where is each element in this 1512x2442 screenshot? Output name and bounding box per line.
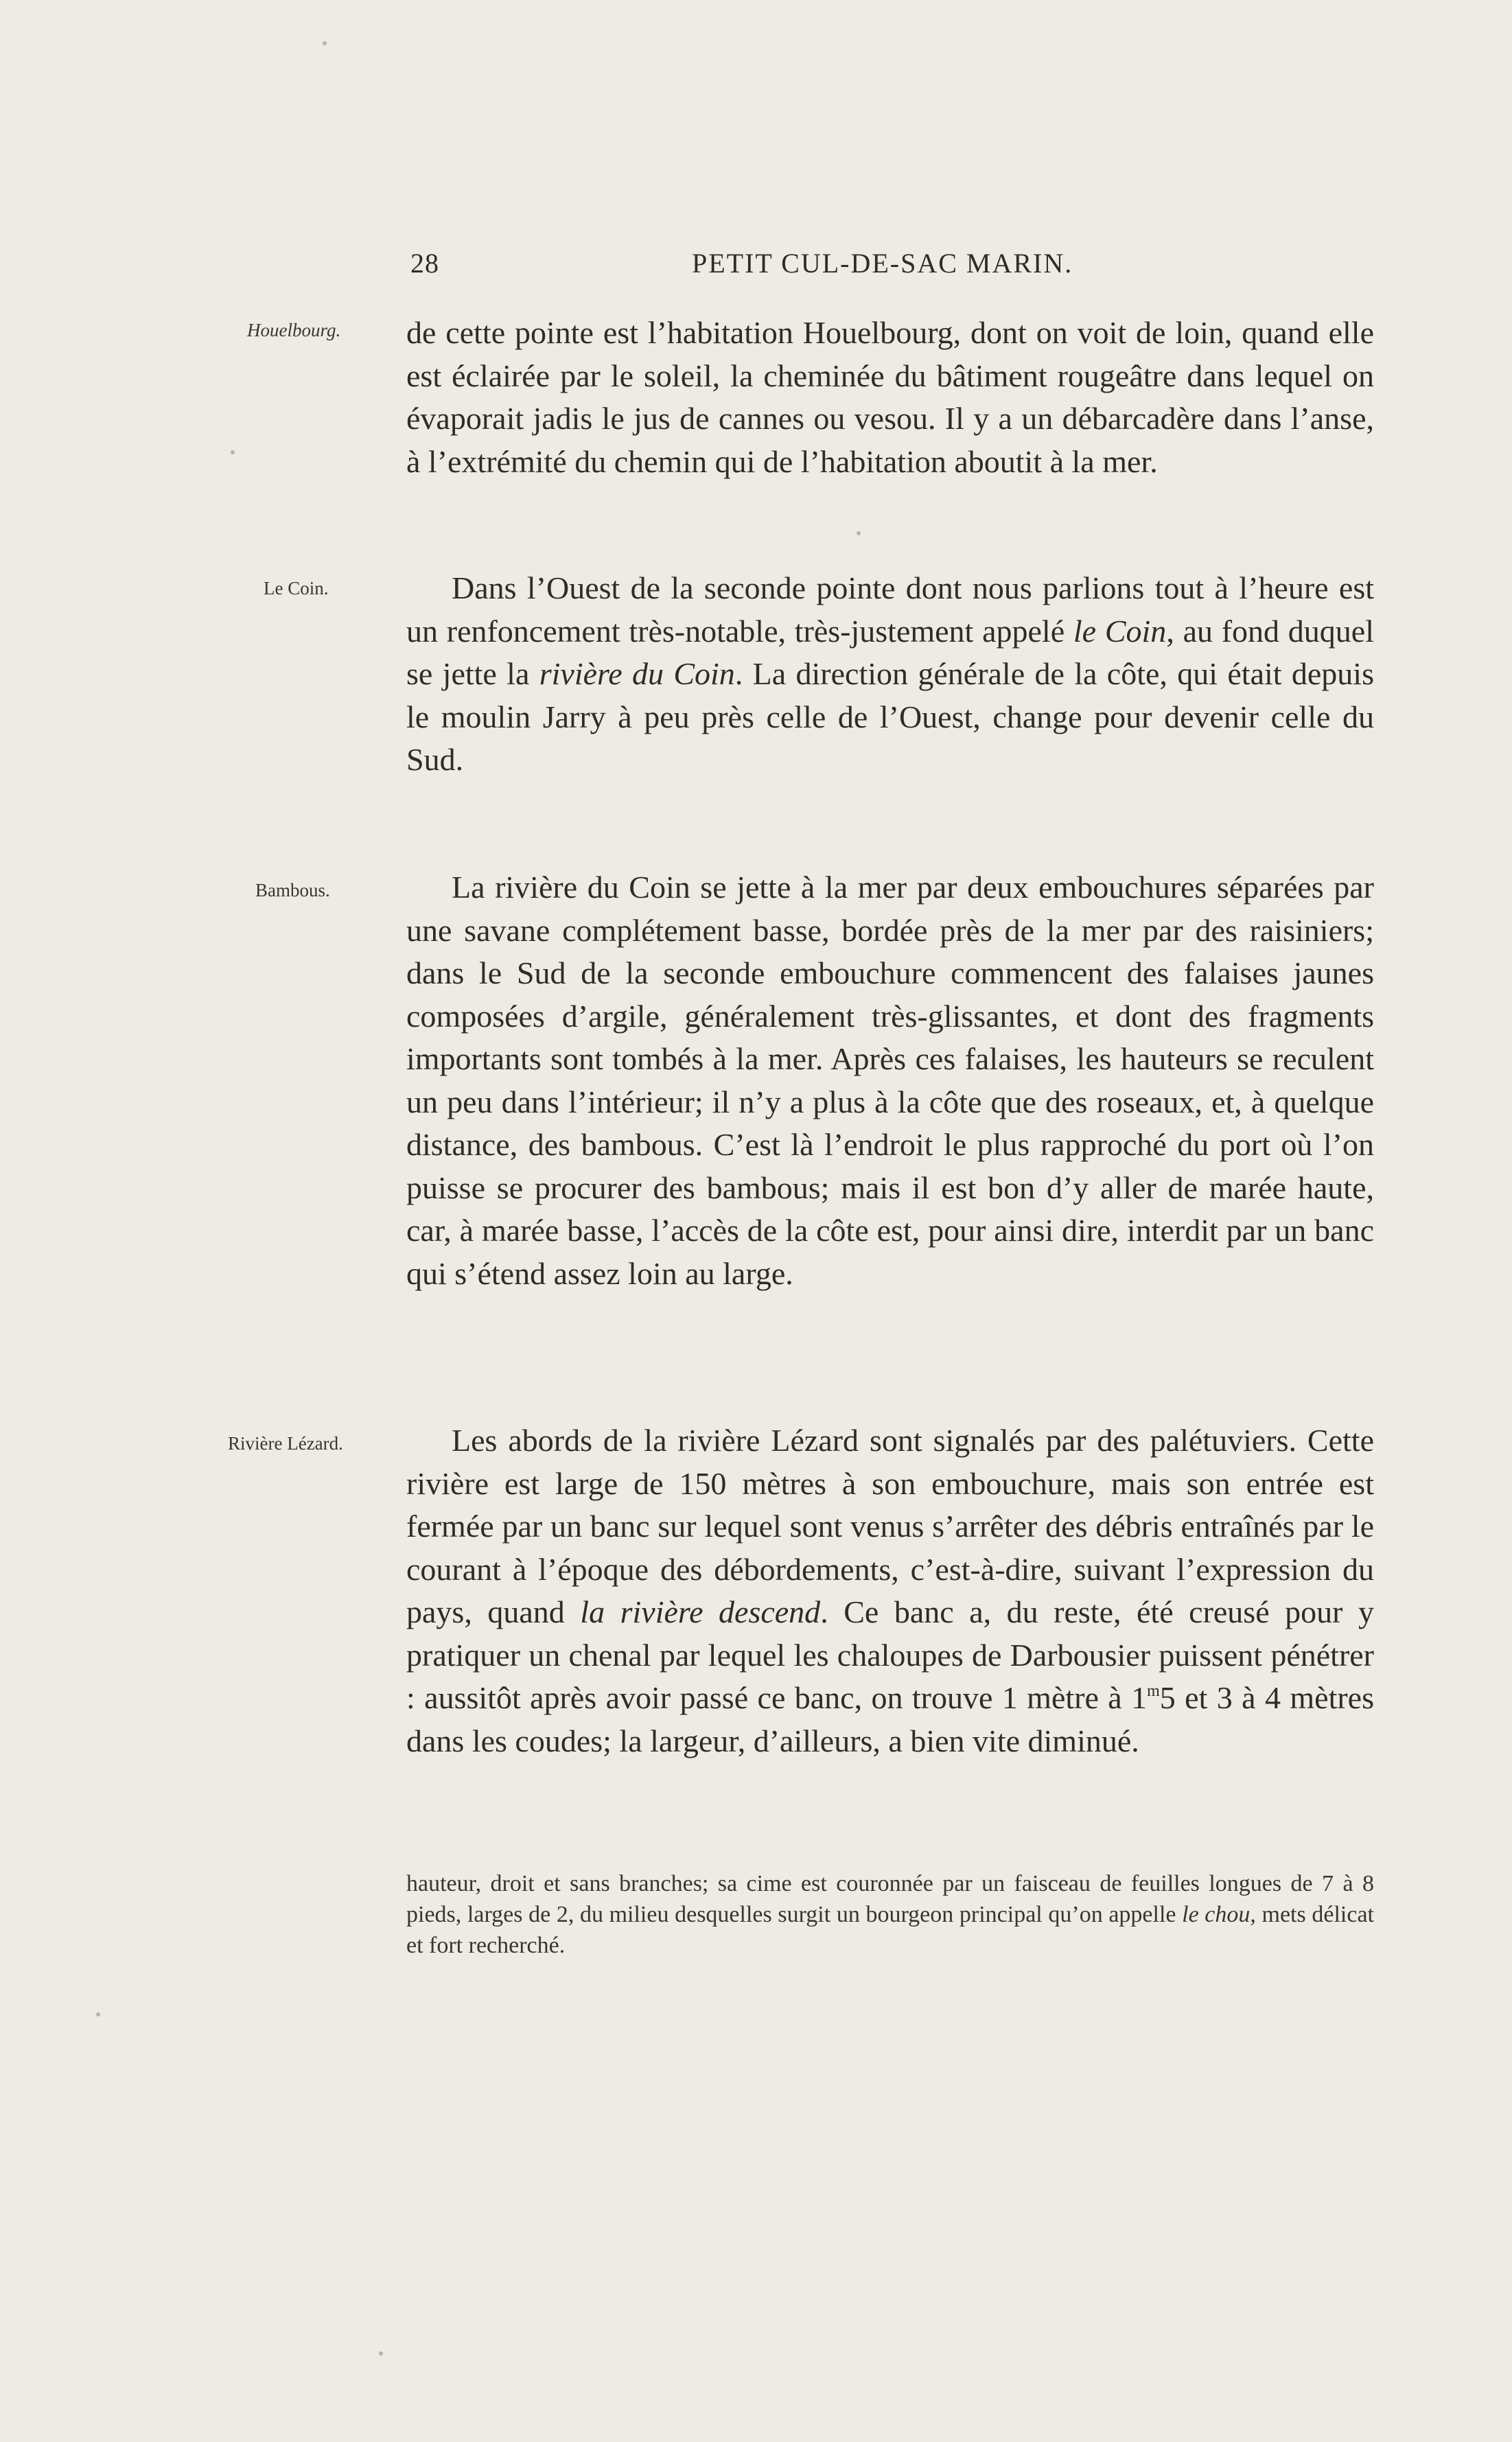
footnote: [406, 1868, 1374, 1961]
scan-speck: [857, 531, 861, 535]
marginal-note-le-coin: Le Coin.: [264, 578, 329, 598]
paragraph-houelbourg: [406, 312, 1374, 483]
marginal-note-houelbourg: Houelbourg.: [247, 320, 341, 340]
paragraph-riviere-lezard: [406, 1419, 1374, 1763]
marginal-note-riviere-lezard: Rivière Lézard.: [228, 1433, 343, 1454]
paragraph-le-coin-text-3: . La direction générale de la côte, qui était depuis le moulin Jarry à peu près celle de l’Ouest, change pour devenir celle du Sud.: [406, 656, 1374, 777]
paragraph-bambous-text: La rivière du Coin se jette à la mer par deux embouchures séparées par une savane complétement basse, bordée près de la mer par des raisiniers; dans le Sud de la seconde embouchure commencent des falaises jaunes composées d’argile, généralement très-glissantes, et dont des fragments importants sont tombés à la mer. Après ces falaises, les hauteurs se reculent un peu dans l’intérieur; il n’y a plus à la côte que des roseaux, et, à quelque distance, des bambous. C’est là l’endroit le plus rapproché du port où l’on puisse se procurer des bambous; mais il est bon d’y aller de marée haute, car, à marée basse, l’accès de la côte est, pour ainsi dire, interdit par un banc qui s’étend assez loin au large.: [406, 870, 1374, 1291]
paragraph-le-coin-text-1: Dans l’Ouest de la seconde pointe dont nous parlions tout à l’heure est un renfoncement très-notable, très-justement appelé: [406, 570, 1374, 649]
page-number: 28: [410, 248, 439, 279]
scan-speck: [379, 2351, 383, 2356]
paragraph-lezard-text-3: 5 et 3 à 4 mètres dans les coudes; la largeur, d’ailleurs, a bien vite diminué.: [406, 1680, 1374, 1758]
marginal-note-bambous: Bambous.: [255, 880, 330, 900]
paragraph-lezard-superscript: m: [1147, 1682, 1160, 1700]
running-head: [410, 247, 1371, 288]
paragraph-le-coin-italic-1: le Coin: [1073, 613, 1167, 649]
footnote-text-2: , mets délicat et fort recherché.: [406, 1902, 1374, 1958]
paragraph-houelbourg-text: de cette pointe est l’habitation Houelbourg, dont on voit de loin, quand elle est éclairée par le soleil, la cheminée du bâtiment rougeâtre dans lequel on évaporait jadis le jus de cannes ou vesou. Il y a un débarcadère dans l’anse, à l’extrémité du chemin qui de l’habitation aboutit à la mer.: [406, 315, 1374, 479]
paragraph-lezard-text-1: Les abords de la rivière Lézard sont signalés par des palétuviers. Cette rivière est large de 150 mètres à son embouchure, mais son entrée est fermée par un banc sur lequel sont venus s’arrêter des débris entraînés par le courant à l’époque des débordements, c’est-à-dire, suivant l’expression du pays, quand: [406, 1423, 1374, 1629]
footnote-italic: le chou: [1182, 1902, 1251, 1927]
paragraph-le-coin-italic-2: rivière du Coin: [539, 656, 735, 691]
paragraph-lezard-italic: la rivière descend: [580, 1594, 821, 1629]
scan-speck: [323, 41, 327, 45]
paragraph-bambous: [406, 866, 1374, 1295]
paragraph-le-coin-text-2: , au fond duquel se jette la: [406, 613, 1375, 691]
paragraph-lezard-text-2: . Ce banc a, du reste, été creusé pour y pratiquer un chenal par lequel les chaloupes de Darbousier puissent pénétrer : aussitôt après avoir passé ce banc, on trouve 1 mètre à 1: [406, 1594, 1374, 1715]
running-title: PETIT CUL-DE-SAC MARIN.: [692, 248, 1073, 279]
footnote-text-1: hauteur, droit et sans branches; sa cime est couronnée par un faisceau de feuilles longues de 7 à 8 pieds, larges de 2, du milieu desquelles surgit un bourgeon principal qu’on appelle: [406, 1871, 1374, 1927]
scan-speck: [96, 2012, 100, 2016]
paragraph-le-coin: [406, 567, 1374, 782]
scan-speck: [231, 450, 235, 454]
